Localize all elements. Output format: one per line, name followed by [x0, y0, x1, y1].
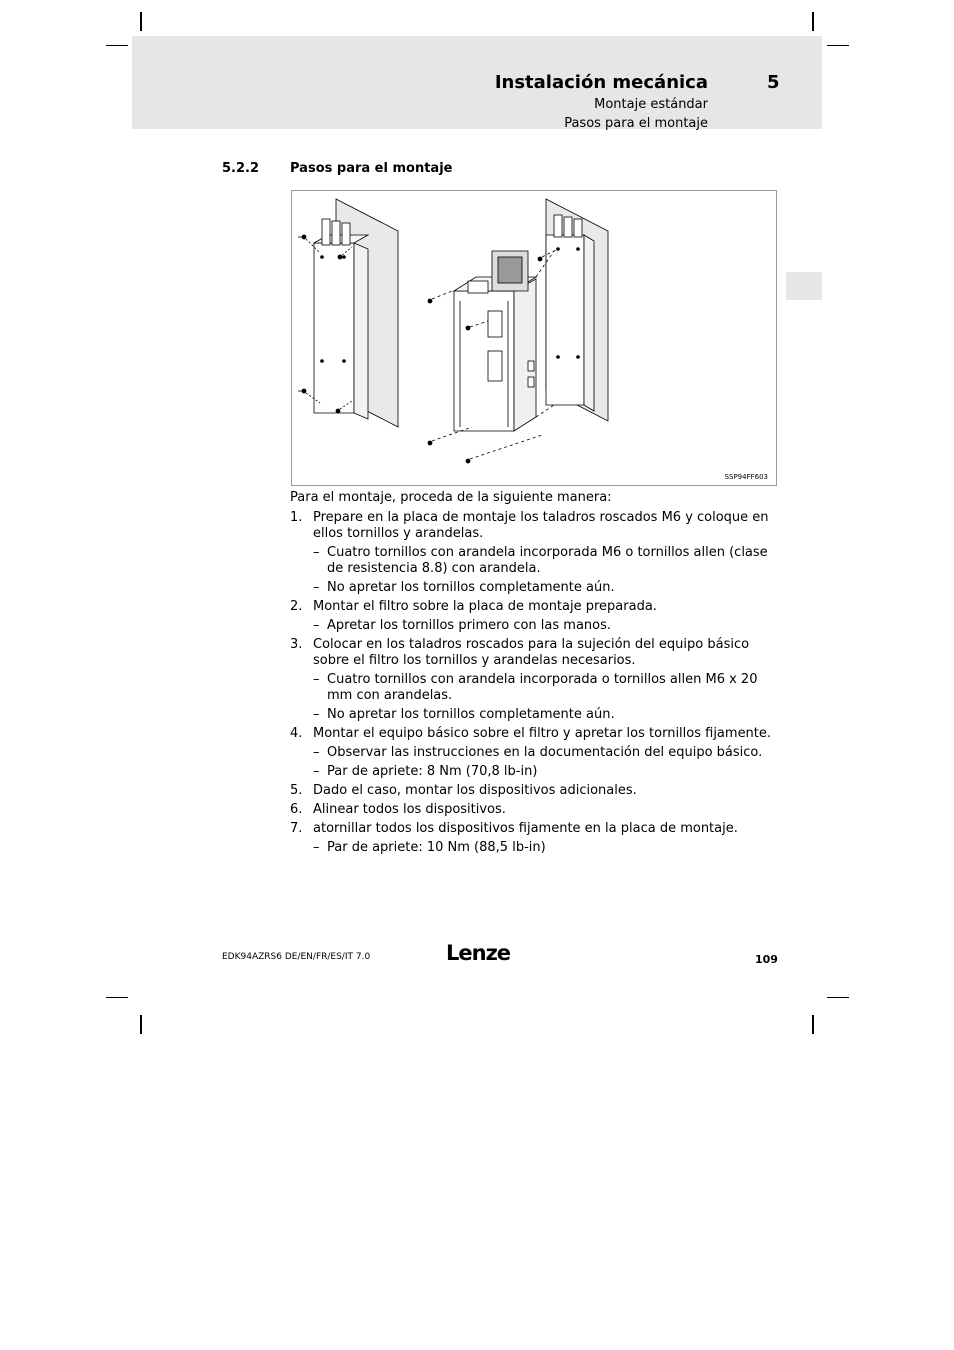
step-text: Alinear todos los dispositivos. — [313, 802, 506, 817]
sub-item — [313, 840, 780, 856]
crop-mark — [140, 12, 142, 31]
figure-code: SSP94FF603 — [724, 473, 768, 481]
section-number: 5.2.2 — [222, 161, 260, 176]
step-number: 7. — [290, 821, 303, 836]
crop-mark — [827, 45, 849, 46]
crop-mark — [140, 1015, 142, 1034]
sub-text: Cuatro tornillos con arandela incorporada o tornillos allen M6 x 20 mm con arandelas. — [327, 672, 758, 703]
chapter-number: 5 — [767, 72, 780, 93]
step-number: 5. — [290, 783, 303, 798]
intro-text: Para el montaje, proceda de la siguiente manera: — [290, 490, 612, 505]
sub-item — [313, 745, 780, 761]
step-item — [290, 599, 780, 634]
chapter-title: Instalación mecánica — [494, 72, 708, 93]
step-text: Dado el caso, montar los dispositivos adicionales. — [313, 783, 637, 798]
sub-item — [313, 764, 780, 780]
sub-text: No apretar los tornillos completamente aún. — [327, 707, 615, 722]
sub-list — [313, 618, 780, 634]
step-number: 4. — [290, 726, 303, 741]
step-text: Montar el equipo básico sobre el filtro y apretar los tornillos fijamente. — [313, 726, 772, 741]
sub-text: Apretar los tornillos primero con las manos. — [327, 618, 612, 633]
crop-mark — [812, 12, 814, 31]
dash-marker: – — [313, 840, 320, 855]
sub-item — [313, 580, 780, 596]
step-item — [290, 821, 780, 856]
mounting-illustration — [292, 191, 778, 487]
crop-mark — [106, 997, 128, 998]
step-text: Colocar en los taladros roscados para la sujeción del equipo básico sobre el filtro los tornillos y arandelas necesarios. — [313, 637, 750, 668]
dash-marker: – — [313, 580, 320, 595]
step-number: 2. — [290, 599, 303, 614]
header-subtitle-1: Montaje estándar — [594, 97, 708, 112]
dash-marker: – — [313, 672, 320, 687]
page-number: 109 — [755, 953, 778, 966]
step-text: Montar el filtro sobre la placa de montaje preparada. — [313, 599, 657, 614]
sub-item — [313, 618, 780, 634]
dash-marker: – — [313, 545, 320, 560]
sub-text: Cuatro tornillos con arandela incorporada M6 o tornillos allen (clase de resistencia 8.8) con arandela. — [327, 545, 768, 576]
dash-marker: – — [313, 618, 320, 633]
sub-text: Observar las instrucciones en la documentación del equipo básico. — [327, 745, 763, 760]
document-code: EDK94AZRS6 DE/EN/FR/ES/IT 7.0 — [222, 952, 371, 962]
crop-mark — [827, 997, 849, 998]
sub-item — [313, 672, 780, 704]
step-text: Prepare en la placa de montaje los taladros roscados M6 y coloque en ellos tornillos y arandelas. — [313, 510, 769, 541]
dash-marker: – — [313, 707, 320, 722]
step-number: 1. — [290, 510, 303, 525]
sub-text: Par de apriete: 8 Nm (70,8 lb-in) — [327, 764, 538, 779]
step-item — [290, 510, 780, 596]
step-text: atornillar todos los dispositivos fijamente en la placa de montaje. — [313, 821, 738, 836]
mounting-figure — [291, 190, 777, 486]
dash-marker: – — [313, 764, 320, 779]
sub-list — [313, 672, 780, 723]
sub-item — [313, 707, 780, 723]
header-band — [132, 36, 822, 129]
steps-list — [290, 510, 780, 856]
chapter-side-tab — [786, 272, 822, 300]
step-number: 6. — [290, 802, 303, 817]
sub-list — [313, 745, 780, 780]
step-item — [290, 783, 780, 799]
sub-text: No apretar los tornillos completamente aún. — [327, 580, 615, 595]
step-item — [290, 637, 780, 723]
section-title: Pasos para el montaje — [290, 161, 453, 176]
sub-list — [313, 840, 780, 856]
step-item — [290, 802, 780, 818]
sub-list — [313, 545, 780, 596]
crop-mark — [812, 1015, 814, 1034]
crop-mark — [106, 45, 128, 46]
header-subtitle-2: Pasos para el montaje — [564, 116, 708, 131]
dash-marker: – — [313, 745, 320, 760]
instructions — [290, 490, 780, 859]
sub-text: Par de apriete: 10 Nm (88,5 lb-in) — [327, 840, 546, 855]
step-item — [290, 726, 780, 780]
sub-item — [313, 545, 780, 577]
step-number: 3. — [290, 637, 303, 652]
lenze-logo: Lenze — [446, 941, 511, 965]
